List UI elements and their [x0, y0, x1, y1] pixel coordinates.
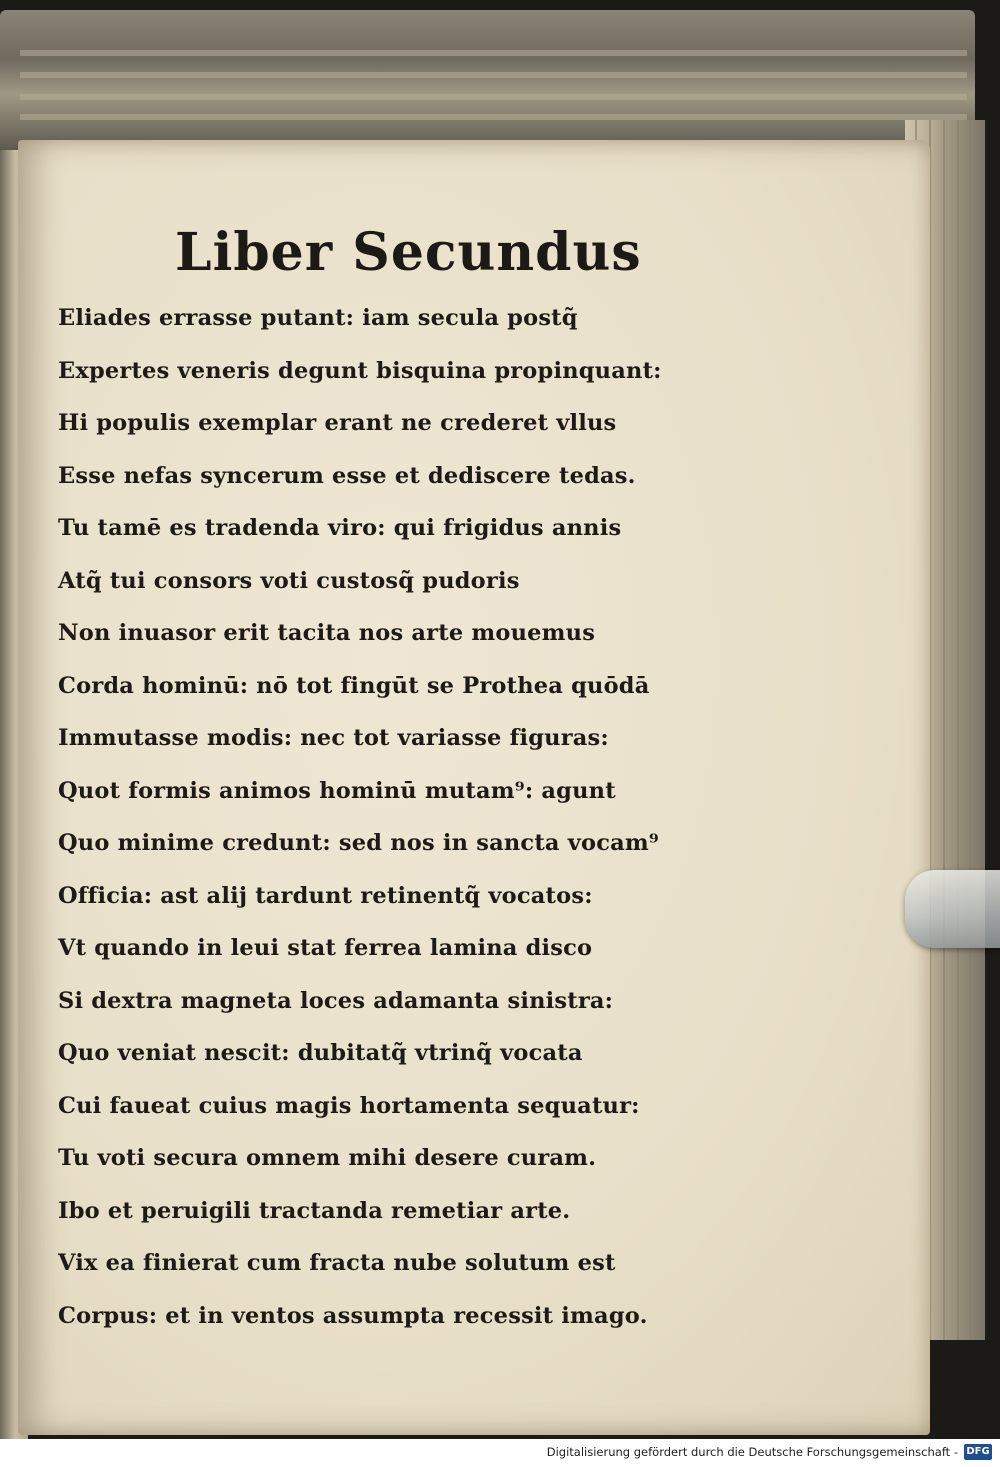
verse-line: Non inuasor erit tacita nos arte mouemus	[58, 620, 596, 646]
book-top-edge	[0, 10, 975, 150]
verse-line: Quo veniat nescit: dubitatq̃ vtrinq̃ vocata	[58, 1040, 583, 1066]
verse-line: Ibo et peruigili tractanda remetiar arte.	[58, 1197, 571, 1224]
funding-credit: Digitalisierung gefördert durch die Deutsche Forschungsgemeinschaft -	[546, 1445, 958, 1459]
verse-line: Hi populis exemplar erant ne crederet vllus	[58, 410, 617, 436]
verse-line: Tu voti secura omnem mihi desere curam.	[58, 1145, 597, 1171]
verse-line: Quot formis animos hominū mutam⁹: agunt	[58, 777, 616, 804]
verse-line: Corda hominū: nō tot fingūt se Prothea quōdā	[58, 672, 650, 699]
dfg-logo: DFG	[964, 1444, 992, 1460]
verse-line: Quo minime credunt: sed nos in sancta vocam⁹	[58, 830, 659, 856]
verse-line: Vix ea finierat cum fracta nube solutum est	[58, 1250, 616, 1276]
page-heading: Liber Secundus	[175, 222, 642, 283]
verse-list	[58, 292, 662, 1342]
verse-line: Atq̃ tui consors voti custosq̃ pudoris	[58, 567, 520, 594]
verse-line: Officia: ast alij tardunt retinentq̃ vocatos:	[58, 882, 593, 909]
footer-bar	[0, 1439, 1000, 1467]
verse-line: Si dextra magneta loces adamanta sinistra:	[58, 987, 614, 1014]
verse-line: Esse nefas syncerum esse et dediscere tedas.	[58, 462, 636, 489]
verse-line: Vt quando in leui stat ferrea lamina disco	[58, 935, 593, 961]
page-clip	[905, 870, 1000, 948]
verse-line: Cui faueat cuius magis hortamenta sequatur:	[58, 1092, 640, 1119]
verse-line: Expertes veneris degunt bisquina propinquant:	[58, 357, 662, 384]
verse-line: Tu tamē es tradenda viro: qui frigidus annis	[58, 515, 622, 541]
verse-line: Eliades errasse putant: iam secula postq̃	[58, 305, 578, 331]
verse-line: Corpus: et in ventos assumpta recessit imago.	[58, 1302, 648, 1329]
verse-line: Immutasse modis: nec tot variasse figuras:	[58, 725, 609, 751]
